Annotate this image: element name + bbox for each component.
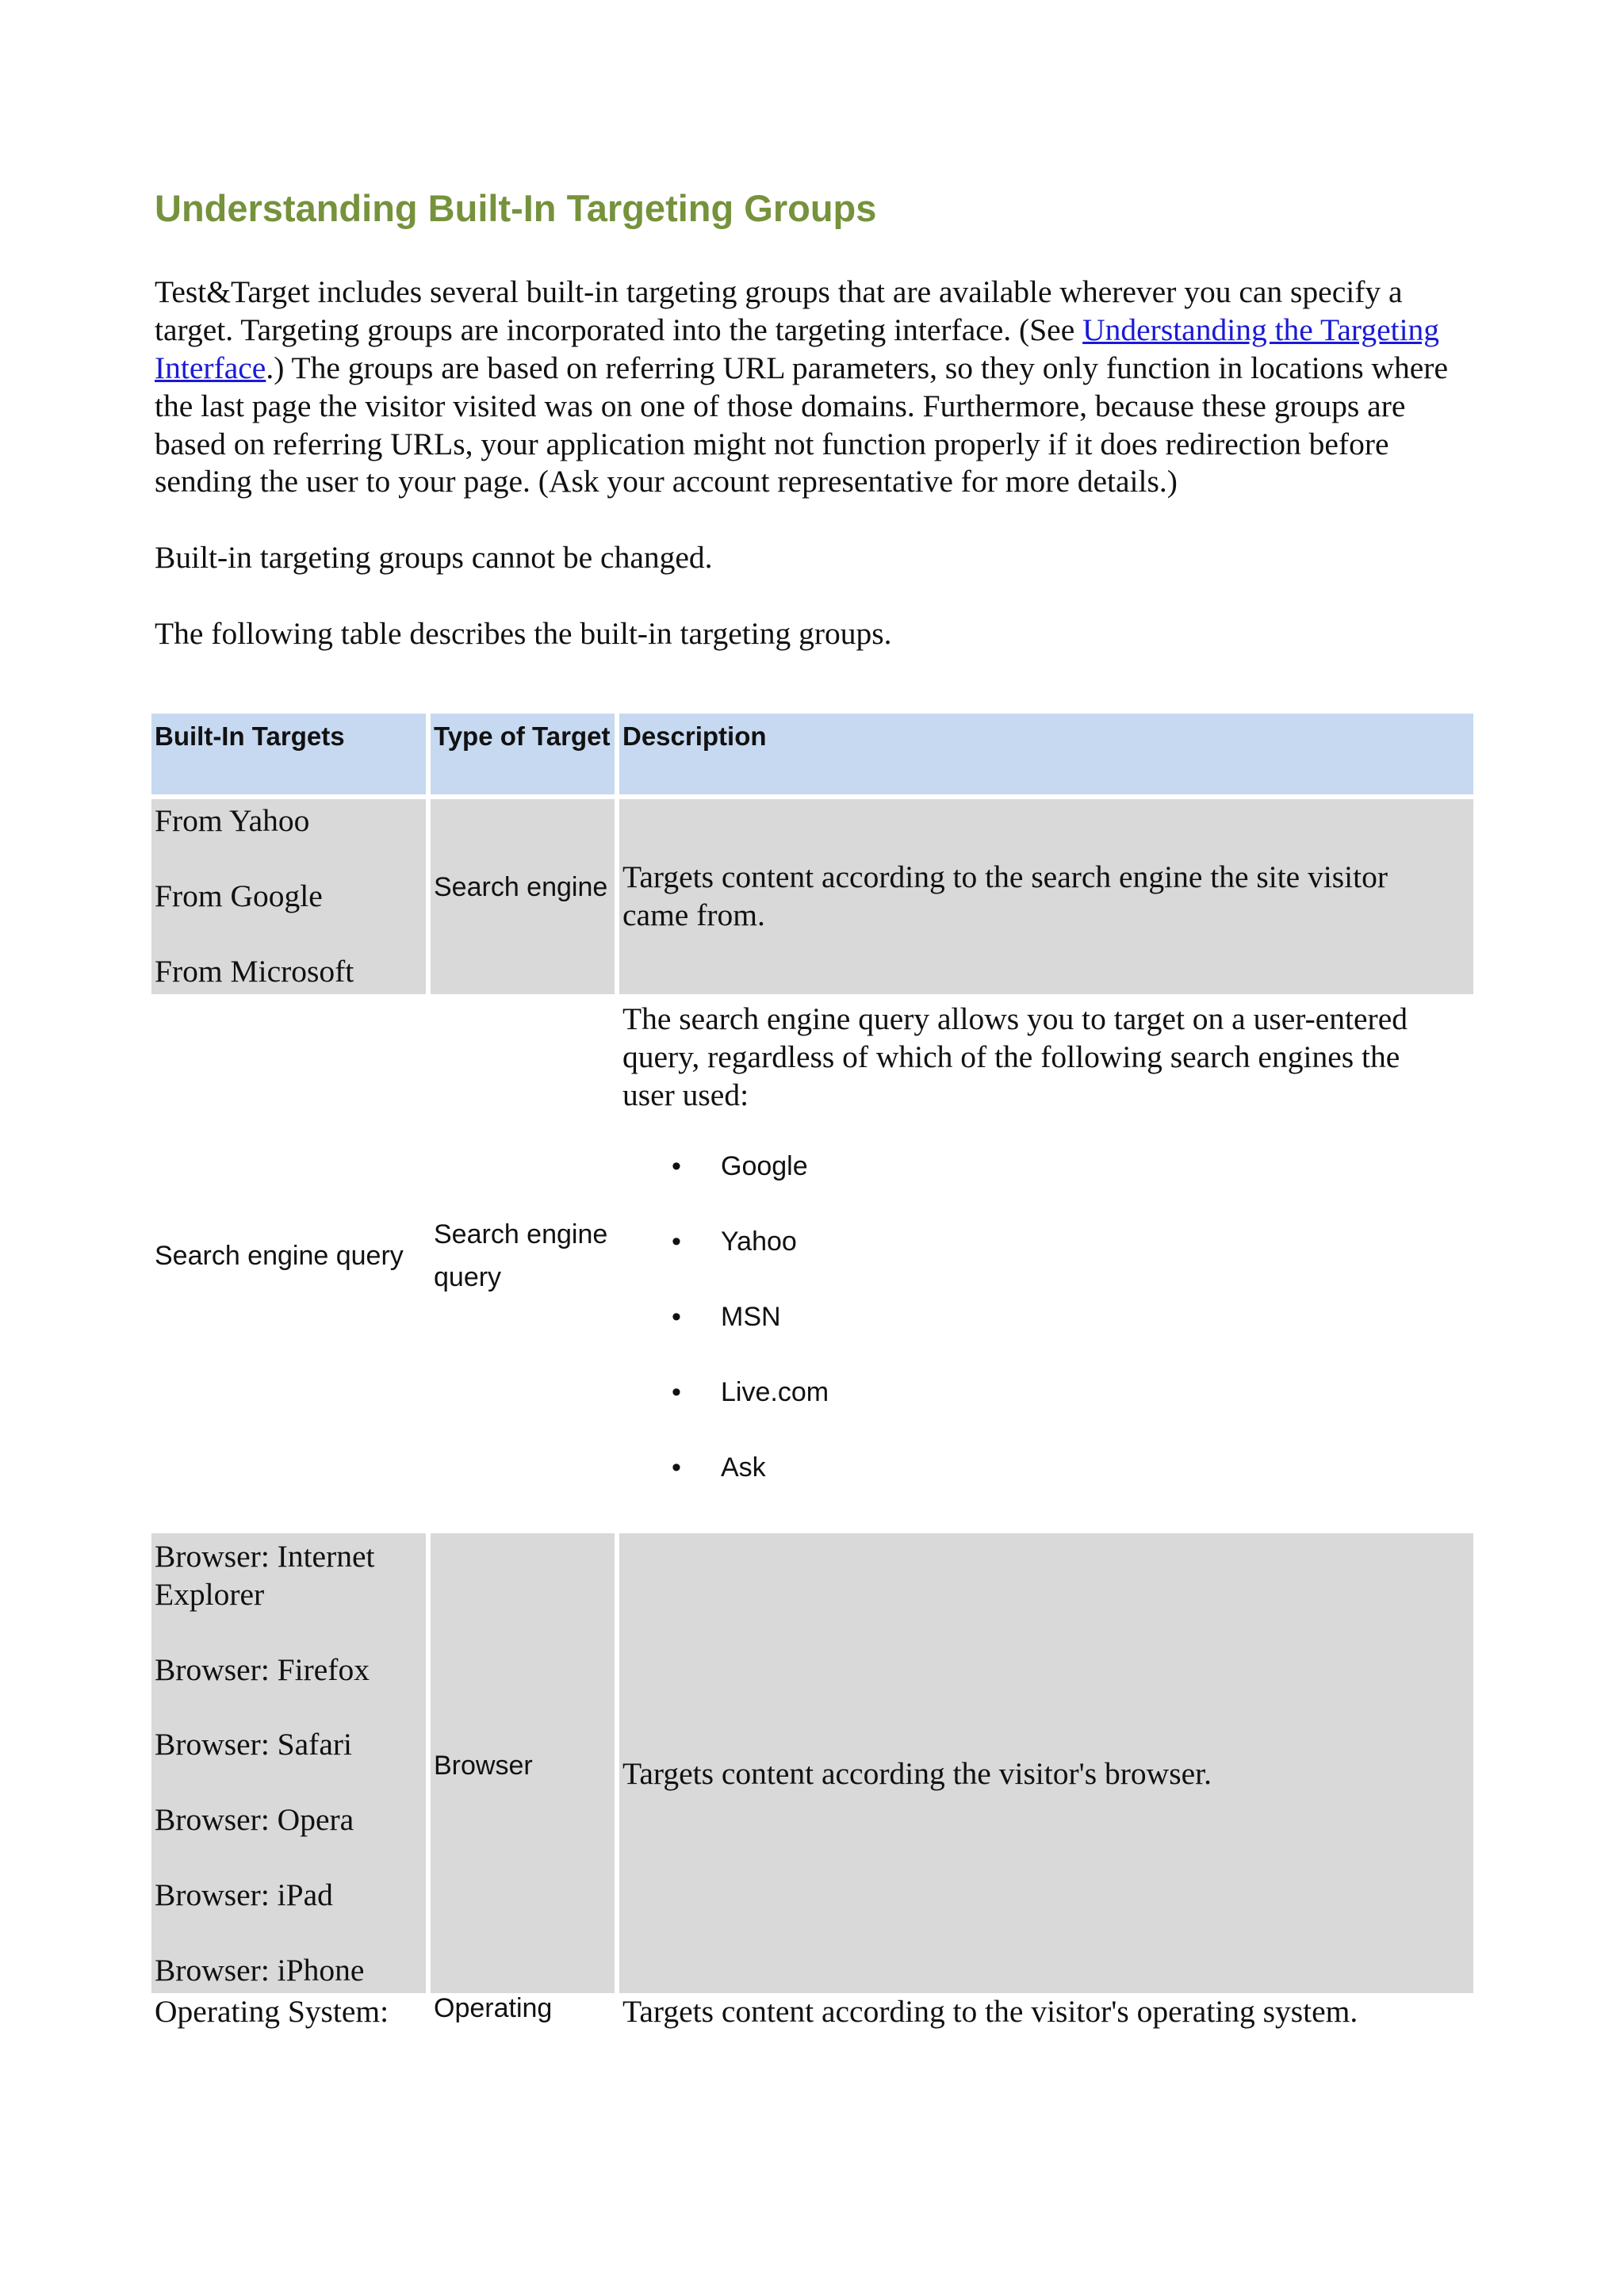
target-item: Browser: iPhone — [155, 1952, 365, 1988]
targets-cell — [151, 799, 431, 994]
description-cell: Targets content according the visitor's browser. — [619, 1533, 1473, 1993]
target-item: Browser: iPad — [155, 1877, 333, 1912]
bullet-icon: • — [672, 1452, 681, 1483]
table-header-row — [151, 714, 1473, 799]
type-cell: Search engine — [431, 799, 619, 994]
description-text: The search engine query allows you to target on a user-entered query, regardless of which of the following search engines the user used: — [622, 1001, 1408, 1112]
table-intro-paragraph: The following table describes the built-in targeting groups. — [155, 615, 892, 651]
targets-cell — [151, 1533, 431, 1993]
bullet-icon: • — [672, 1226, 681, 1257]
description-cell: Targets content according to the search engine the site visitor came from. — [619, 799, 1473, 994]
table-row — [151, 994, 1473, 1533]
target-item: Browser: Safari — [155, 1727, 352, 1762]
table-row — [151, 1533, 1473, 1993]
header-built-in-targets: Built-In Targets — [151, 714, 431, 799]
document-page — [155, 186, 1475, 691]
header-type-of-target: Type of Target — [431, 714, 619, 799]
type-cell: Operating — [431, 1993, 619, 2041]
target-item: Browser: Opera — [155, 1802, 354, 1838]
type-cell — [431, 994, 619, 1533]
search-engine-list — [622, 1149, 1453, 1525]
list-item-label: Google — [721, 1151, 808, 1182]
list-item-label: Ask — [721, 1452, 766, 1483]
bullet-icon: • — [672, 1302, 681, 1333]
list-item-label: MSN — [721, 1302, 781, 1333]
target-item: Browser: Internet Explorer — [155, 1539, 375, 1612]
targets-cell: Search engine query — [151, 994, 431, 1533]
description-cell — [619, 994, 1473, 1533]
intro-text-end: .) The groups are based on referring URL parameters, so they only function in locations where the last page the visitor visited was on one of those domains. Furthermore, because these groups are based on referring URLs, your application might not function properly if it does redirection before sending the user to your page. (Ask your account representative for more details.) — [155, 350, 1448, 499]
table-row — [151, 799, 1473, 994]
type-cell: Browser — [431, 1533, 619, 1993]
target-item: From Yahoo — [155, 803, 310, 839]
list-item-label: Live.com — [721, 1377, 829, 1408]
target-item: Browser: Firefox — [155, 1651, 370, 1687]
page-title: Understanding Built-In Targeting Groups — [155, 187, 877, 229]
list-item-label: Yahoo — [721, 1226, 797, 1257]
targeting-interface-link[interactable]: Understanding the Targeting Interface — [155, 312, 1440, 385]
built-in-targets-table — [151, 714, 1473, 2041]
target-item: From Microsoft — [155, 953, 354, 989]
list-item — [622, 1450, 1453, 1525]
intro-paragraph — [155, 274, 1475, 501]
list-item — [622, 1149, 1453, 1224]
target-item: From Google — [155, 878, 323, 914]
list-item — [622, 1224, 1453, 1299]
description-cell: Targets content according to the visitor's operating system. — [619, 1993, 1473, 2041]
intro-text-start: Test&Target includes several built-in targeting groups that are available wherever you can specify a target. Targeting groups are incorporated into the targeting interface. (See — [155, 274, 1403, 348]
header-description: Description — [619, 714, 1473, 799]
note-paragraph: Built-in targeting groups cannot be changed. — [155, 540, 713, 576]
targets-cell: Operating System: — [151, 1993, 431, 2041]
list-item — [622, 1299, 1453, 1375]
bullet-icon: • — [672, 1151, 681, 1182]
list-item — [622, 1375, 1453, 1450]
table-row — [151, 1993, 1473, 2041]
bullet-icon: • — [672, 1377, 681, 1408]
type-label: Search engine query — [434, 1219, 608, 1292]
